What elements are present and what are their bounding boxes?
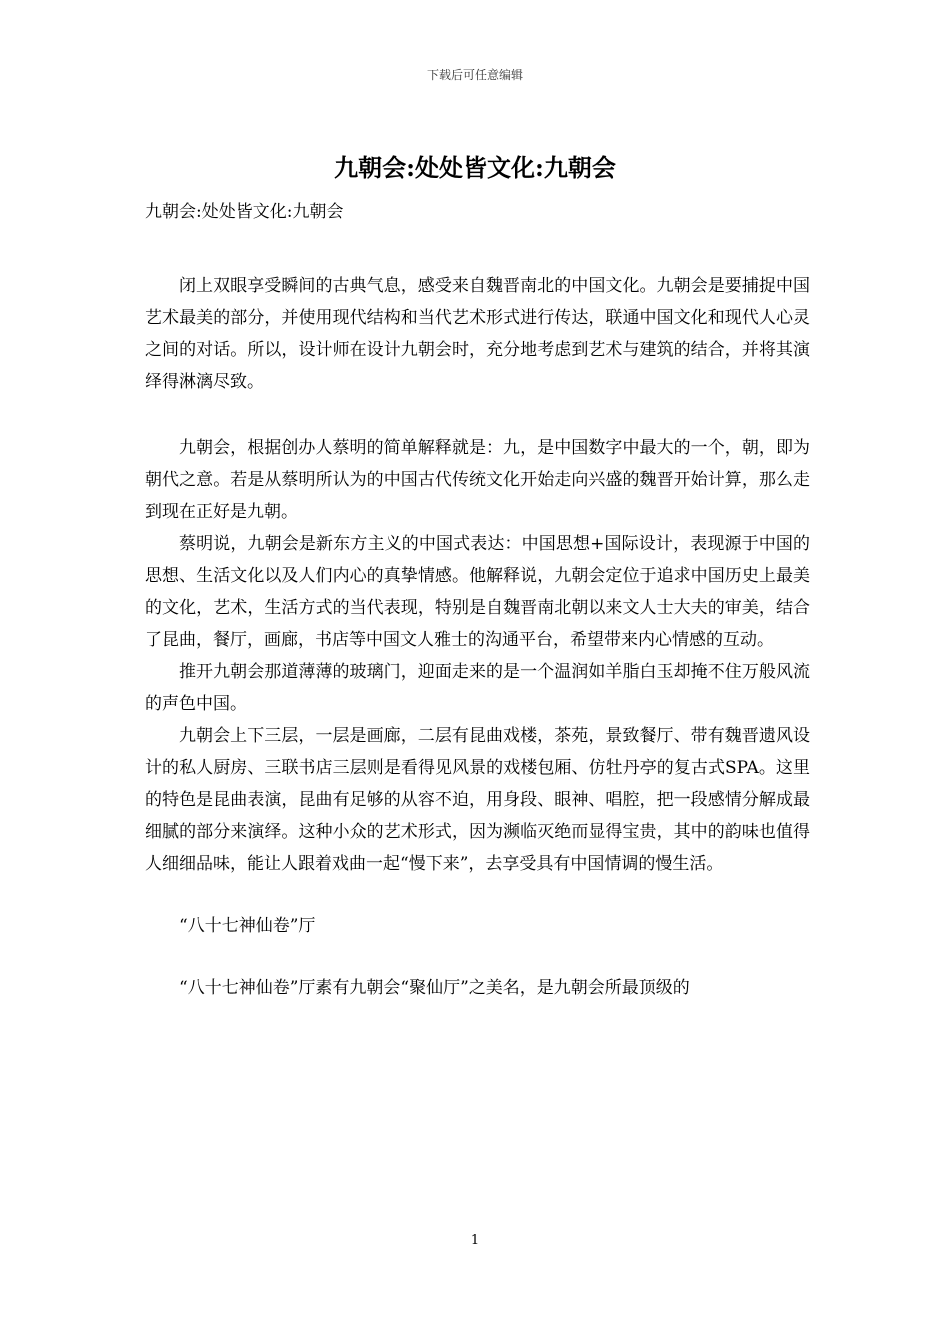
paragraph-glass-door: 推开九朝会那道薄薄的玻璃门，迎面走来的是一个温润如羊脂白玉却掩不住万般风流的声色中国。 <box>145 662 810 714</box>
paragraph-three-floors: 九朝会上下三层，一层是画廊，二层有昆曲戏楼，茶苑，景致餐厅、带有魏晋遗风设计的私人厨房、三联书店三层则是看得见风景的戏楼包厢、仿牡丹亭的复古式SPA。这里的特色是昆曲表演，昆曲有足够的从容不迫，用身段、眼神、唱腔，把一段感情分解成最细腻的部分来演绎。这种小众的艺术形式，因为濒临灭绝而显得宝贵，其中的韵味也值得人细细品味，能让人跟着戏曲一起“慢下来”，去享受具有中国情调的慢生活。 <box>145 726 810 874</box>
paragraph-hall-description: “八十七神仙卷”厅素有九朝会“聚仙厅”之美名，是九朝会所最顶级的 <box>179 978 690 998</box>
paragraph-name-meaning: 九朝会，根据创办人蔡明的简单解释就是：九，是中国数字中最大的一个，朝，即为朝代之意。若是从蔡明所认为的中国古代传统文化开始走向兴盛的魏晋开始计算，那么走到现在正好是九朝。 <box>145 438 810 522</box>
document-title: 九朝会:处处皆文化:九朝会 <box>334 153 616 182</box>
paragraph-new-orientalism: 蔡明说，九朝会是新东方主义的中国式表达：中国思想+国际设计，表现源于中国的思想、生活文化以及人们内心的真挚情感。他解释说，九朝会定位于追求中国历史上最美的文化，艺术，生活方式的当代表现，特别是自魏晋南北朝以来文人士大夫的审美，结合了昆曲，餐厅，画廊，书店等中国文人雅士的沟通平台，希望带来内心情感的互动。 <box>145 534 810 650</box>
section-heading-hall: “八十七神仙卷”厅 <box>179 916 316 936</box>
page-number: 1 <box>470 1233 480 1248</box>
paragraph-intro: 闭上双眼享受瞬间的古典气息，感受来自魏晋南北的中国文化。九朝会是要捕捉中国艺术最美的部分，并使用现代结构和当代艺术形式进行传达，联通中国文化和现代人心灵之间的对话。所以，设计师在设计九朝会时，充分地考虑到艺术与建筑的结合，并将其演绎得淋漓尽致。 <box>145 276 810 392</box>
page-header-note: 下载后可任意编辑 <box>426 68 523 82</box>
document-body <box>145 270 810 1004</box>
document-subtitle: 九朝会:处处皆文化:九朝会 <box>145 202 344 222</box>
